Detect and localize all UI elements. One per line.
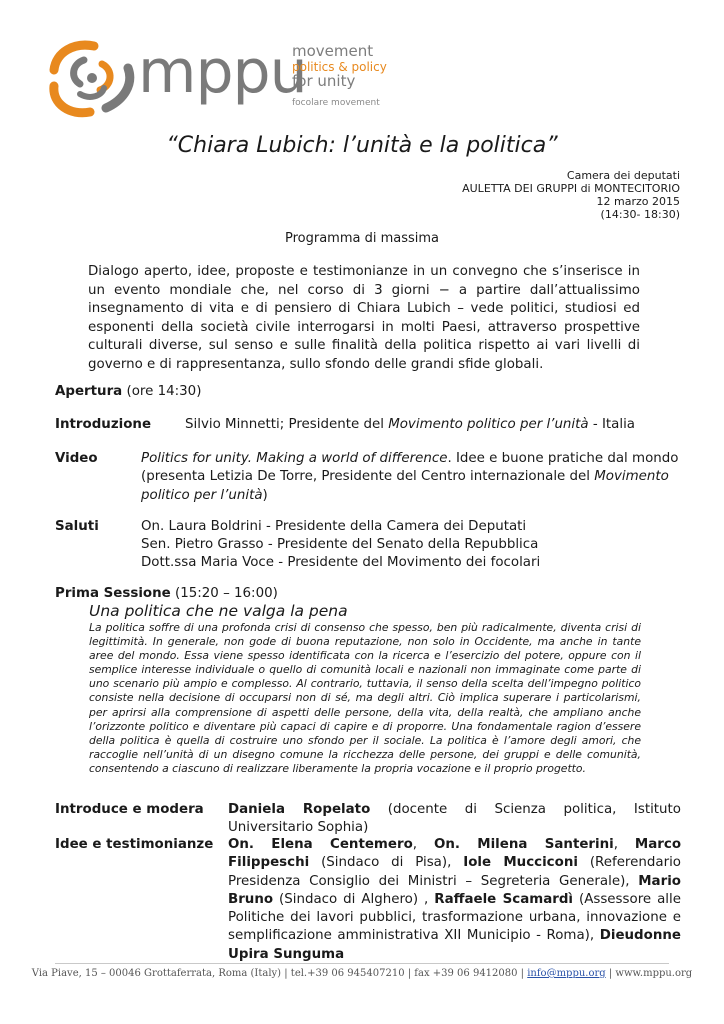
video-org: Movimento politico per l’unità	[141, 469, 669, 503]
apertura-label: Apertura	[55, 384, 123, 399]
venue-line-2: AULETTA DEI GRUPPI di MONTECITORIO	[462, 182, 680, 195]
speaker-name: Marco Filippeschi	[228, 837, 682, 871]
saluti-line-3: Dott.ssa Maria Voce - Presidente del Movimento dei focolari	[141, 555, 541, 570]
speaker-name: Raffaele Scamardì	[434, 891, 574, 907]
footer-address: Via Piave, 15 – 00046 Grottaferrata, Roma (Italy) | tel.+39 06 945407210 | fax +39 06 9412080 |	[31, 968, 528, 979]
intro-paragraph: Dialogo aperto, idee, proposte e testimonianze in un convegno che s’inserisce in un evento mondiale che, nel corso di 3 giorni − a partire dall’attualissimo insegnamento di vita e di pensiero di Chiara Lubich – vede politici, studiosi ed esponenti della società civile interrogarsi in molti Paesi, attraverso prospettive culturali diverse, sul senso e sulle finalità della politica rispetto ai vari livelli di governo e di rappresentanza, sullo sfondo delle grandi sfide globali.	[88, 264, 640, 372]
idee-label: Idee e testimonianze	[55, 837, 214, 852]
prima-sessione-row	[55, 585, 278, 603]
logo-tagline-unity: for unity	[292, 72, 356, 90]
video-close: )	[262, 487, 268, 503]
video-title: Politics for unity. Making a world of difference	[141, 451, 448, 466]
footer-website[interactable]: | www.mppu.org	[605, 968, 693, 979]
venue-date: 12 marzo 2015	[596, 195, 680, 208]
modera-name: Daniela Ropelato	[228, 802, 371, 817]
modera-affiliation: (docente di Scienza politica, Istituto Universitario Sophia)	[228, 802, 681, 836]
video-description: . Idee e buone pratiche dal mondo (presenta Letizia De Torre, Presidente del Centro internazionale del	[141, 451, 679, 485]
speaker-name: On. Elena Centemero	[228, 837, 413, 852]
logo-tagline-politics: politics & policy	[292, 60, 387, 74]
venue-line-1: Camera dei deputati	[566, 169, 680, 182]
modera-label: Introduce e modera	[55, 802, 204, 817]
programma-heading: Programma di massima	[284, 231, 440, 246]
video-label: Video	[55, 451, 98, 466]
apertura-row	[55, 383, 201, 401]
speaker-name: Mario Bruno	[228, 873, 681, 907]
speaker-role: (Assessore alle Politiche dei lavori pubblici, trasformazione urbana, innovazione e semplificazione amministrativa XII Municipio - Roma),	[228, 891, 681, 944]
logo	[44, 37, 387, 118]
prima-sessione-label: Prima Sessione	[55, 586, 171, 601]
introduzione-country: - Italia	[588, 417, 635, 432]
video-text	[141, 450, 681, 505]
apertura-time: (ore 14:30)	[126, 384, 202, 399]
footer-email-link[interactable]: info@mppu.org	[527, 968, 606, 979]
document-title: “Chiara Lubich: l’unità e la politica”	[166, 133, 558, 158]
speaker-role: (Sindaco di Pisa),	[309, 855, 464, 871]
footer-divider	[55, 963, 669, 964]
prima-sessione-time: (15:20 – 16:00)	[175, 586, 278, 601]
speaker-role: (Referendario Presidenza Consiglio dei Ministri – Segreteria Generale),	[228, 855, 681, 889]
saluti-line-1: On. Laura Boldrini - Presidente della Camera dei Deputati	[141, 519, 527, 534]
speaker-name: Dieudonne Upira Sunguma	[228, 928, 681, 962]
session-description: La politica soffre di una profonda crisi di consenso che spesso, ben più radicalmente, diventa crisi di legittimità. In generale, non gode di buona reputazione, non solo in Occidente, ma anche in tante aree del mondo. Essa viene spesso identificata con la ricerca e l’esercizio del potere, oppure con il semplice interesse individuale o quello di comunità locali e nazionali non immaginate come parte di uno scenario più ampio e complesso. Al contrario, tuttavia, il senso della scelta dell’impegno politico consiste nella decisione di occuparsi non di sé, ma degli altri. Ciò implica superare i particolarismi, per aprirsi alla comprensione di aspetti delle persone, della vita, della realtà, che ampliano anche l’orizzonte politico e diventare più capaci di capire e di proporre. Una fondamentale ragion d’essere della politica è quella di costruire uno sfondo per il sociale. La politica è l’amore degli amori, che raccoglie nell’unità di un disegno comune la ricchezza delle persone, dei gruppi e delle comunità, consentendo a ciascuno di realizzare liberamente la propria vocazione e il proprio progetto.	[89, 621, 641, 775]
speaker-role: (Sindaco di Alghero) ,	[273, 891, 435, 907]
introduzione-text	[185, 416, 635, 434]
speaker-separator: ,	[613, 837, 635, 852]
footer	[0, 968, 724, 979]
mppu-triskelion-icon	[44, 38, 140, 118]
speaker-separator: ,	[412, 837, 434, 852]
idee-text	[228, 836, 681, 964]
saluti-line-2: Sen. Pietro Grasso - Presidente del Senato della Repubblica	[141, 537, 539, 552]
introduzione-org: Movimento politico per l’unità	[388, 417, 589, 432]
speaker-name: On. Milena Santerini	[433, 837, 614, 852]
logo-wordmark: mppu	[138, 37, 307, 107]
speaker-name: Iole Mucciconi	[463, 855, 578, 871]
introduzione-speaker: Silvio Minnetti; Presidente del	[185, 417, 389, 432]
session-title: Una politica che ne valga la pena	[89, 602, 348, 620]
venue-time: (14:30- 18:30)	[600, 208, 680, 221]
logo-tagline-focolare: focolare movement	[292, 98, 380, 108]
logo-tagline-movement: movement	[292, 42, 374, 60]
saluti-label: Saluti	[55, 519, 99, 534]
modera-text	[228, 801, 681, 838]
introduzione-label: Introduzione	[55, 417, 152, 432]
